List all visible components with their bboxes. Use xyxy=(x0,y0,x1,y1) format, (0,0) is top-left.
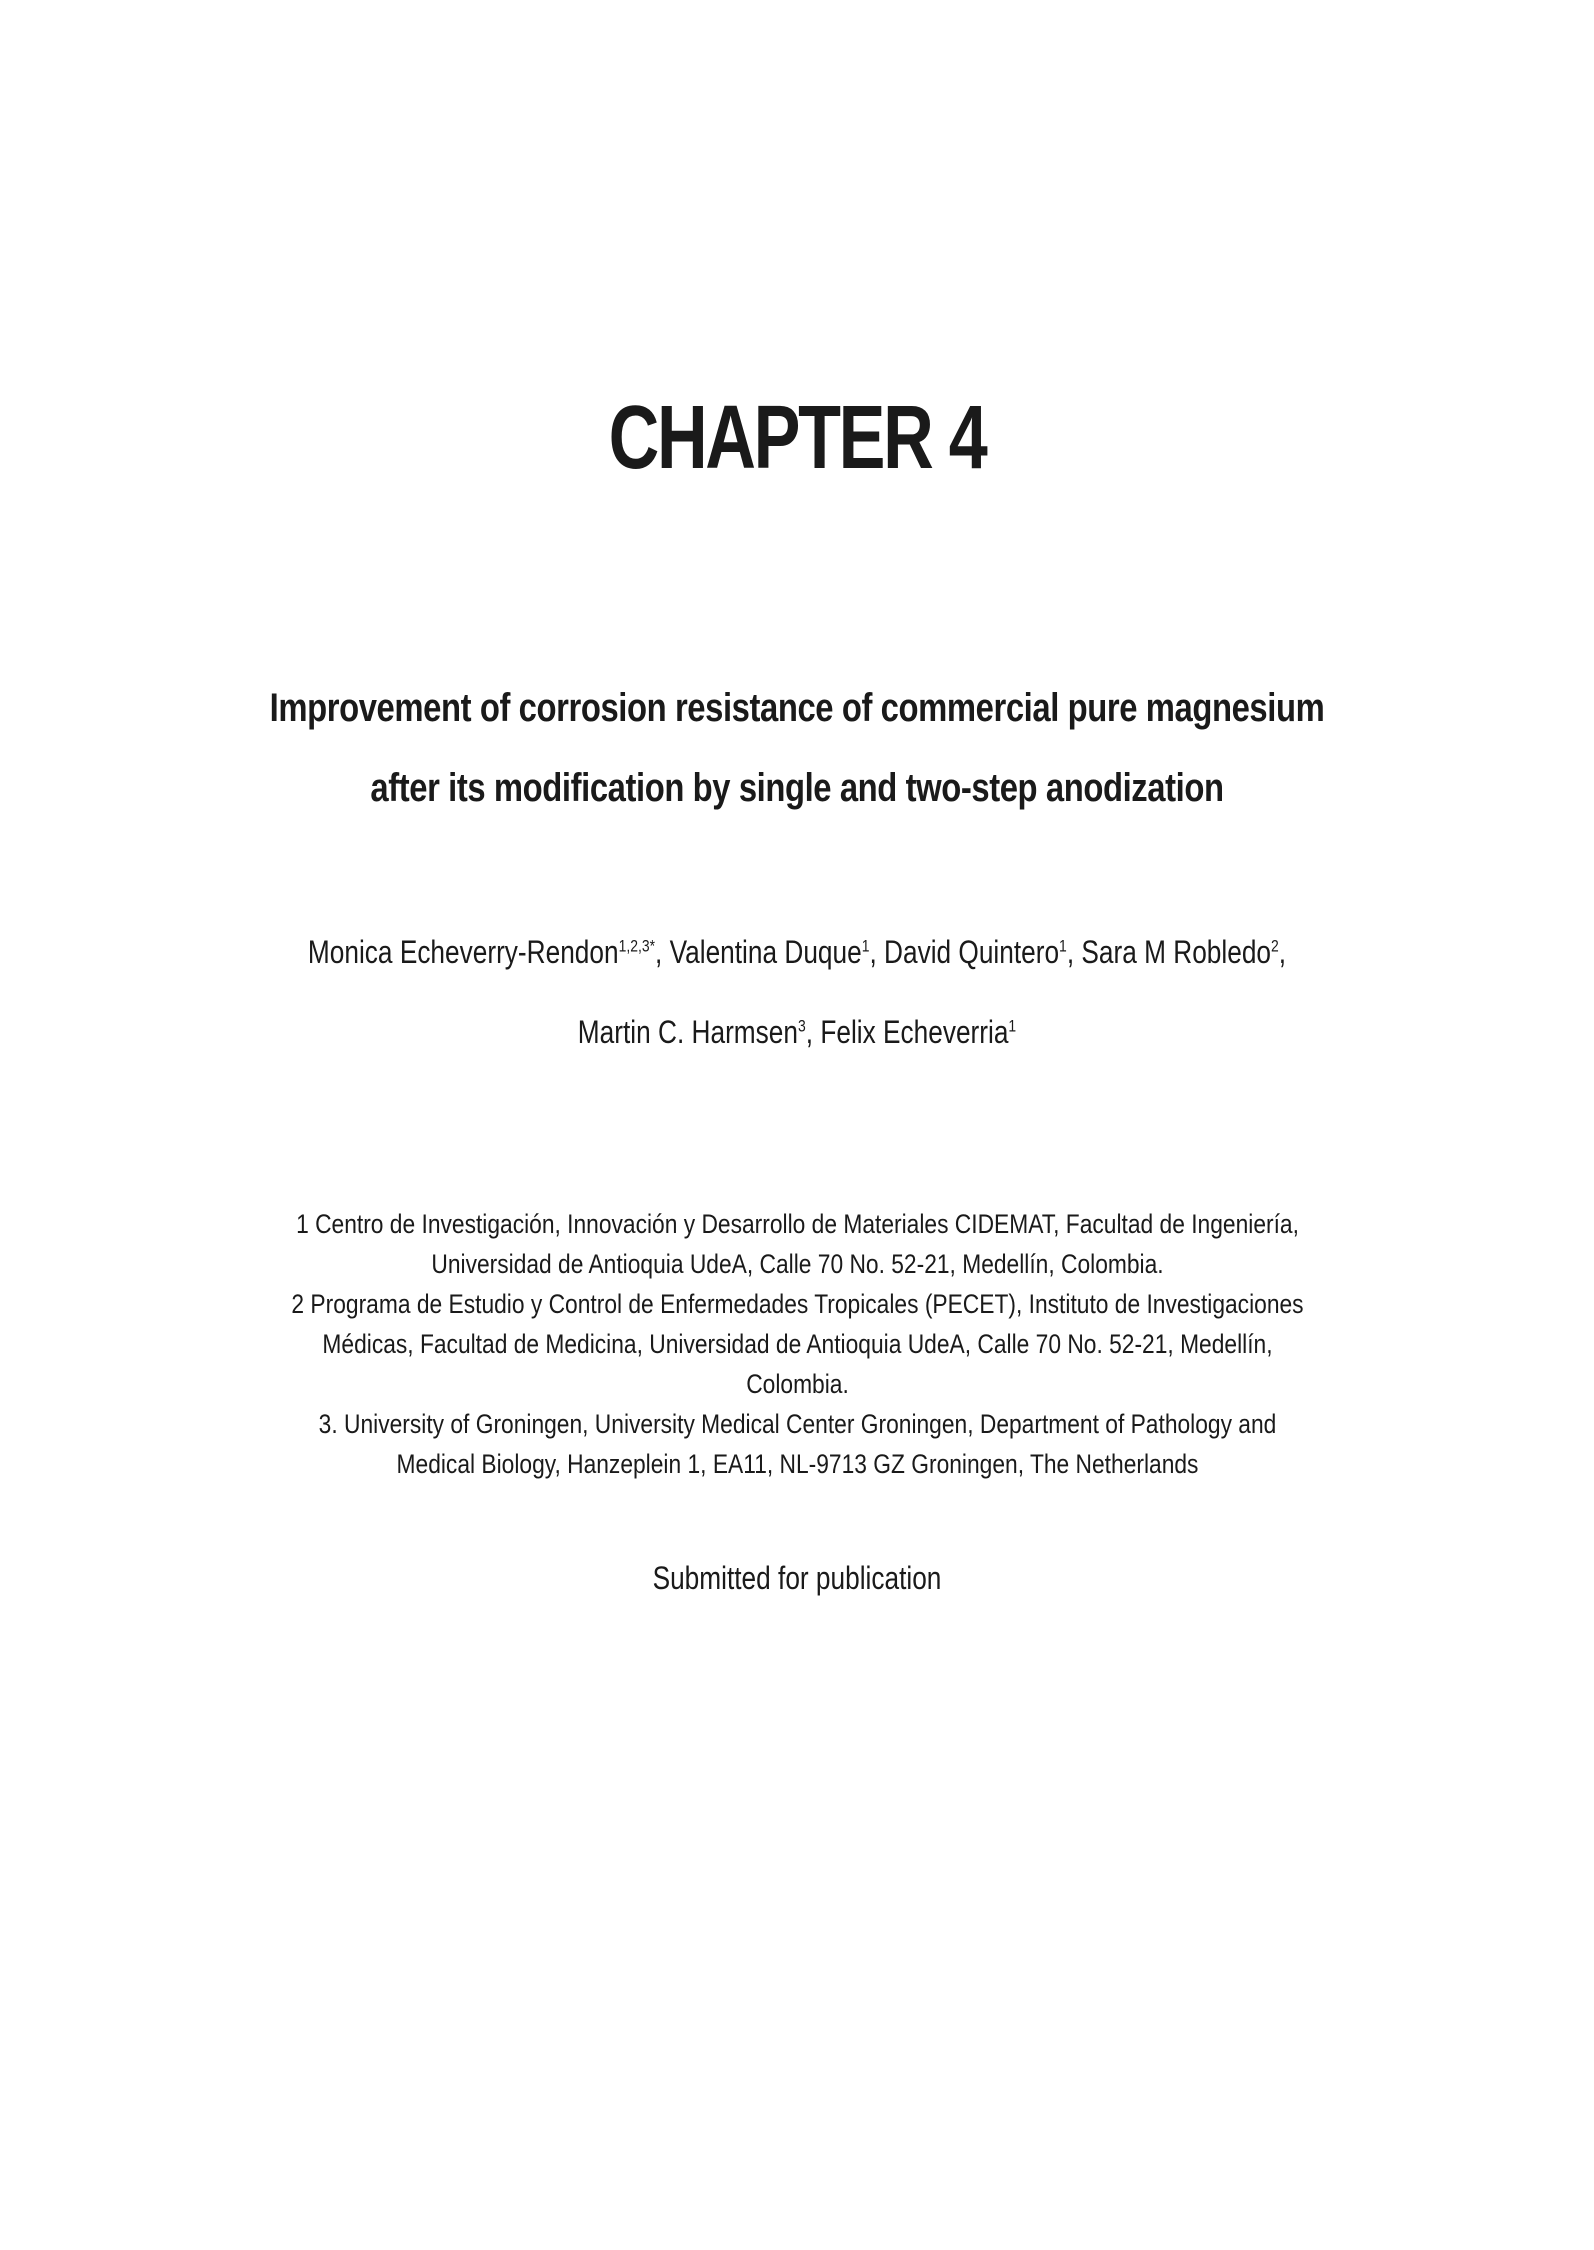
author-separator: , xyxy=(805,1014,821,1050)
author-affiliation-marker: 1 xyxy=(1059,936,1067,956)
author-line-2 xyxy=(143,992,1450,1072)
author-affiliation-marker: 3 xyxy=(797,1016,806,1036)
affiliation-2: 2 Programa de Estudio y Control de Enfermedades Tropicales (PECET), Instituto de Investigaciones Médicas, Facultad de Medicina, Universidad de Antioquia UdeA, Calle 70 No. 52-21, Medellín, Colombia. xyxy=(291,1289,1304,1399)
author-separator: , xyxy=(869,934,885,970)
affiliation-3: 3. University of Groningen, University Medical Center Groningen, Department of Pathology and Medical Biology, Hanzeplein 1, EA11, NL-9713 GZ Groningen, The Netherlands xyxy=(318,1409,1277,1479)
author-affiliation-marker: 1 xyxy=(1008,1016,1017,1036)
author-list xyxy=(143,912,1450,1072)
article-title xyxy=(143,668,1450,828)
author-name: Felix Echeverria xyxy=(820,1014,1009,1050)
author-name: David Quintero xyxy=(884,934,1060,970)
author-separator: , xyxy=(1066,934,1082,970)
author-line-1 xyxy=(143,912,1450,992)
author-affiliation-marker: 2 xyxy=(1271,936,1279,956)
chapter-heading: CHAPTER 4 xyxy=(608,388,986,488)
affiliation-list xyxy=(205,1204,1390,1484)
author-affiliation-marker: 1,2,3* xyxy=(618,936,656,956)
author-separator: , xyxy=(655,934,670,970)
author-name: Valentina Duque xyxy=(669,934,862,970)
article-title-line-2: after its modification by single and two-step anodization xyxy=(370,766,1224,810)
author-separator: , xyxy=(1278,934,1287,970)
author-name: Monica Echeverry-Rendon xyxy=(307,934,619,970)
affiliation-1: 1 Centro de Investigación, Innovación y Desarrollo de Materiales CIDEMAT, Facultad de Ingeniería, Universidad de Antioquia UdeA, Calle 70 No. 52-21, Medellín, Colombia. xyxy=(296,1209,1299,1279)
author-name: Martin C. Harmsen xyxy=(577,1014,798,1050)
author-name: Sara M Robledo xyxy=(1081,934,1272,970)
article-title-line-1: Improvement of corrosion resistance of commercial pure magnesium xyxy=(269,686,1325,730)
author-affiliation-marker: 1 xyxy=(861,936,870,956)
publication-status: Submitted for publication xyxy=(652,1560,942,1596)
